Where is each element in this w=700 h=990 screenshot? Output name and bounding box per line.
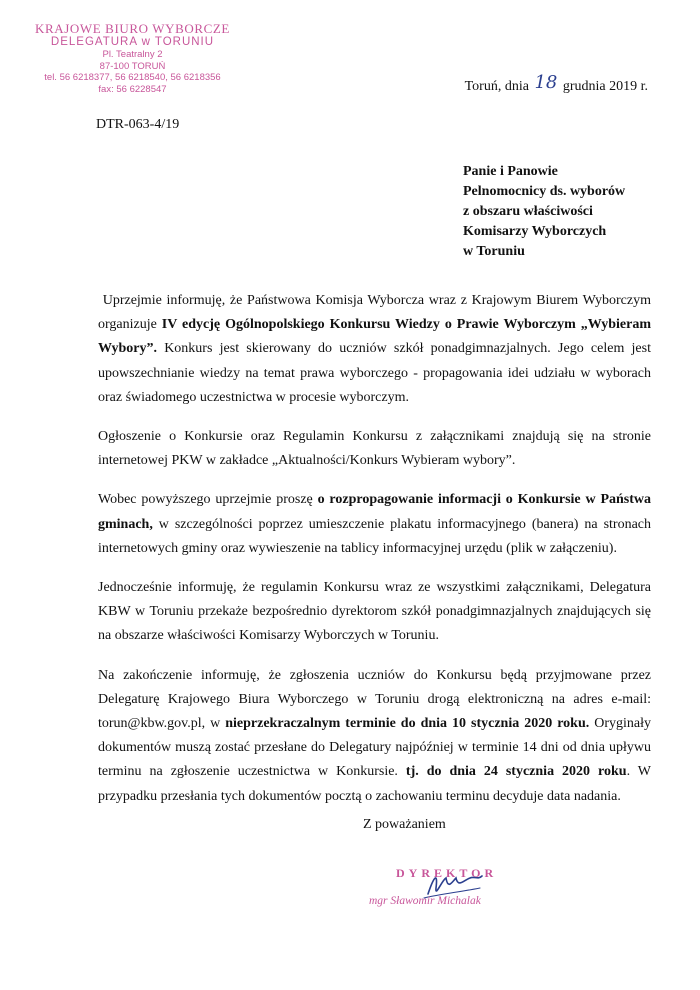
bold-text: o rozpropagowanie informacji o Konkursie w Państwa gminach, (98, 492, 651, 532)
text: Na zakończenie informuję, że zgłoszenia uczniów do Konkursu będą przyjmowane przez Delegaturę Krajowego Biura Wyborczego w Toruniu drogą elektroniczną na adres e-mail: torun@kbw.gov.pl, w (98, 667, 651, 732)
signature-name: mgr Sławomir Michalak (369, 895, 481, 907)
bold-text: IV edycję Ogólnopolskiego Konkursu Wiedzy o Prawie Wyborczym „Wybieram Wybory”. (98, 317, 651, 357)
paragraph-1 (98, 289, 651, 410)
text: w szczególności poprzez umieszczenie plakatu informacyjnego (banera) na stronach internetowych gminy oraz wywieszenie na tablicy informacyjnej urzędu (plik w załączeniu). (98, 516, 651, 556)
bold-text: tj. do dnia 24 stycznia 2020 roku (405, 764, 627, 780)
stamp-line: DELEGATURA w TORUNIU (50, 36, 215, 48)
stamp-line: 87-100 TORUŃ (99, 60, 166, 72)
stamp-line: fax: 56 6228547 (98, 83, 167, 95)
reference-number: DTR-063-4/19 (96, 117, 180, 132)
text: Uprzejmie informuję, że Państwowa Komisja Wyborcza wraz z Krajowym Biurem Wyborczym organizuje (98, 293, 652, 333)
date-prefix: Toruń, dnia (464, 79, 529, 94)
stamp-line: KRAJOWE BIURO WYBORCZE (35, 21, 230, 36)
recipient-line: w Toruniu (463, 244, 525, 259)
text: Jednocześnie informuję, że regulamin Konkursu wraz ze wszystkimi załącznikami, Delegatura KBW w Toruniu przekaże bezpośrednio dyrektorom szkół ponadgimnazjalnych znajdujących się na obszarze właściwości Komisarzy Wyborczych w Toruniu. (98, 580, 651, 644)
text: Konkurs jest skierowany do uczniów szkół ponadgimnazjalnych. Jego celem jest upowszechnianie wiedzy na temat prawa wyborczego - propagowania idei udziału w wyborach oraz świadomego uczestnictwa w procesie wyborczym. (98, 341, 651, 405)
paragraph-3 (98, 488, 651, 561)
recipient-line: Pelnomocnicy ds. wyborów (463, 184, 626, 199)
recipient-line: Panie i Panowie (463, 164, 558, 179)
place-and-date (465, 74, 648, 95)
text: Oryginały dokumentów muszą zostać przesłane do Delegatury najpóźniej w terminie 14 dni od dnia upływu terminu na zgłoszenie uczestnictwa w Konkursie. (98, 716, 652, 780)
stamp-line: tel. 56 6218377, 56 6218540, 56 6218356 (44, 72, 221, 83)
bold-text: nieprzekraczalnym terminie do dnia 10 stycznia 2020 roku. (225, 716, 590, 732)
signature-title: DYREKTOR (396, 866, 498, 880)
recipient-block (463, 162, 625, 262)
letter-body (98, 289, 651, 824)
paragraph-4 (98, 576, 651, 649)
recipient-line: Komisarzy Wyborczych (463, 224, 607, 239)
closing-salutation: Z poważaniem (363, 817, 446, 832)
date-day-handwritten: 18 (534, 72, 558, 93)
text: Ogłoszenie o Konkursie oraz Regulamin Konkursu z załącznikami znajdują się na stronie internetowej PKW w zakładce „Aktualności/Konkurs Wybieram wybory”. (98, 429, 651, 469)
stamp-line: Pl. Teatralny 2 (102, 49, 163, 60)
date-suffix: grudnia 2019 r. (562, 79, 648, 94)
paragraph-2 (98, 425, 651, 473)
recipient-line: z obszaru właściwości (463, 204, 593, 219)
office-stamp (0, 22, 265, 95)
paragraph-5 (98, 664, 651, 809)
text: Wobec powyższego uprzejmie proszę (98, 492, 318, 508)
text: . W przypadku przesłania tych dokumentów pocztą o zachowaniu terminu decyduje data nadania. (98, 764, 651, 804)
